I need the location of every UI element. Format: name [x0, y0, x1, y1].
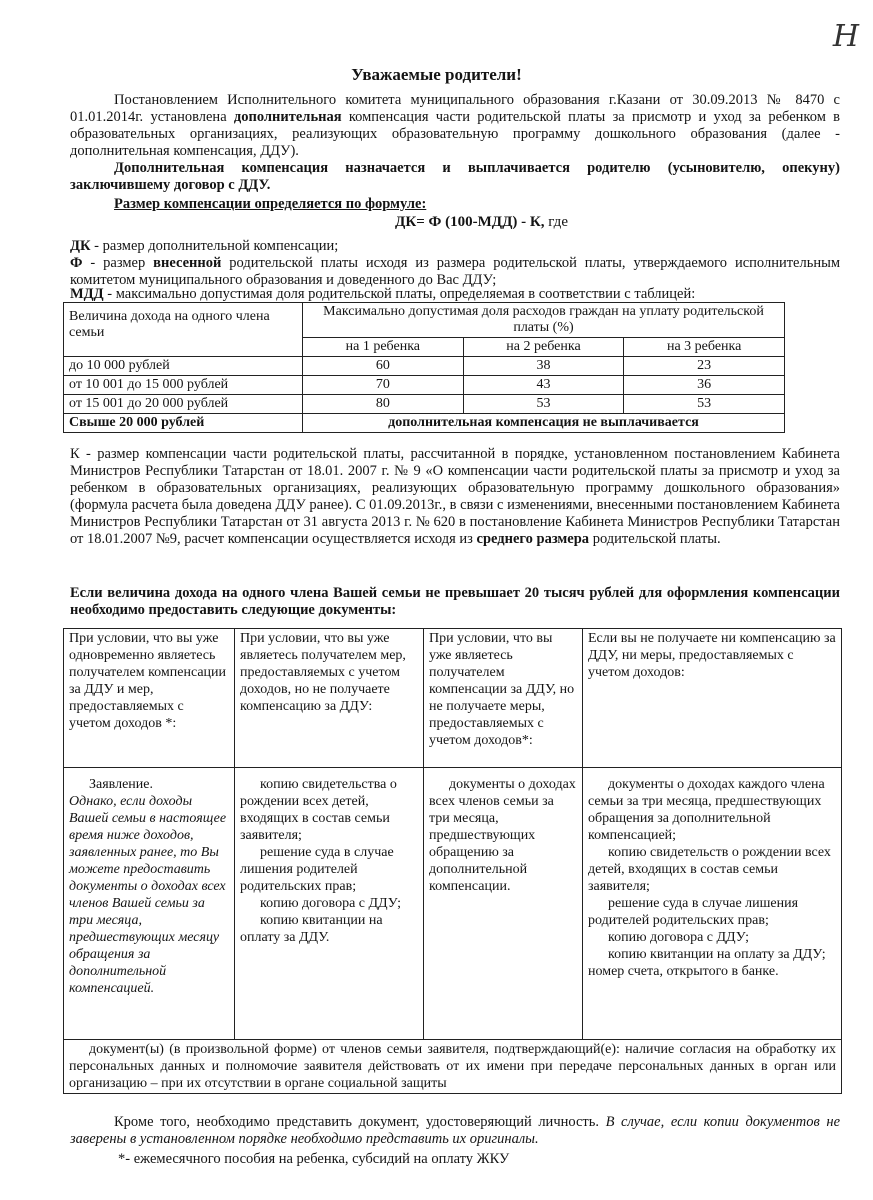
f-text-1: - размер	[90, 255, 146, 271]
income-note: Однако, если доходы Вашей семьи в настоящее время ниже доходов, заявленных ранее, то Вы можете предоставить документы о доходах всех членов Вашей семьи за три месяца, предшествующих месяцу обращения за дополнительной компенсацией.	[69, 794, 227, 996]
list-item: решение суда в случае лишения родителей родительских прав;	[240, 845, 394, 894]
income-cell: от 10 001 до 15 000 рублей	[64, 376, 303, 395]
list-item: копию договора с ДДУ;	[260, 896, 402, 911]
closing-text: Кроме того, необходимо представить документ, удостоверяющий личность.	[114, 1114, 599, 1130]
docs-footer: документ(ы) (в произвольной форме) от членов семьи заявителя, подтверждающий(е): наличие согласия на обработку их персональных данных и полномочие заявителя действовать от их имени при передаче персональных данных в орган или организацию – при их отсутствии в органе социальной защиты	[64, 1040, 842, 1094]
table-row-last	[64, 414, 785, 433]
footnote: *- ежемесячного пособия на ребенка, субсидий на оплату ЖКУ	[118, 1151, 510, 1167]
handwritten-mark: Н	[832, 19, 859, 54]
mdd-table	[63, 302, 785, 433]
value-cell: 38	[463, 357, 624, 376]
value-cell: 53	[624, 395, 785, 414]
formula-suffix: где	[548, 214, 568, 230]
docs-header-2: При условии, что вы уже являетесь получателем мер, предоставляемых с учетом доходов, но не получаете компенсацию за ДДУ:	[235, 629, 424, 768]
intro-text-end: компенсация части родительской платы за присмотр и уход за ребенком в образовательных организациях, реализующих образовательную программу дошкольного образования (далее - дополнительная компенсация, ДДУ).	[70, 109, 841, 159]
k-text: К - размер компенсации части родительской платы, рассчитанной в порядке, установленном постановлением Кабинета Министров Республики Татарстан от 18.01. 2007 г. № 9 «О компенсации части родительской платы за присмотр и уход за ребенком в образовательных организациях, реализующих образовательную программу дошкольного образования» (формула расчета была доведена ДДУ ранее). С 01.09.2013г., в связи с изменениями, внесенными постановлением Кабинета Министров Республики Татарстан от 31 августа 2013 г. № 620 в постановление Кабинета Министров Республики Татарстан от 18.01.2007 №9, расчет компенсации осуществляется исходя из	[70, 446, 840, 547]
income-cell: до 10 000 рублей	[64, 357, 303, 376]
list-item: копию свидетельства о рождении всех детей, входящих в состав семьи заявителя;	[240, 777, 397, 843]
value-cell: 43	[463, 376, 624, 395]
intro-text: Постановлением Исполнительного комитета муниципального образования г.Казани от 30.09.2013 № 8470 с 01.01.2014г. установлена	[70, 92, 840, 125]
header-child-1: на 1 ребенка	[303, 338, 464, 357]
docs-header-4: Если вы не получаете ни компенсацию за ДДУ, ни меры, предоставляемых с учетом доходов:	[583, 629, 842, 768]
definition-f	[70, 255, 840, 289]
header-child-3: на 3 ребенка	[624, 338, 785, 357]
f-bold: внесенной	[153, 255, 222, 271]
value-cell: 70	[303, 376, 464, 395]
docs-cell-3	[424, 768, 583, 1040]
docs-heading: Если величина дохода на одного члена Вашей семьи не превышает 20 тысяч рублей для оформления компенсации необходимо предоставить следующие документы:	[70, 585, 840, 618]
formula-heading: Размер компенсации определяется по формуле:	[114, 196, 427, 212]
value-cell: 60	[303, 357, 464, 376]
f-text-2: родительской платы исходя из размера родительской платы, утверждаемого исполнительным комитетом муниципального образования и доведенного до Вас ДДУ;	[70, 255, 841, 288]
list-item: документы о доходах каждого члена семьи за три месяца, предшествующих обращения за дополнительной компенсацией;	[588, 777, 825, 843]
page-title: Уважаемые родители!	[351, 65, 522, 84]
docs-header-1: При условии, что вы уже одновременно являетесь получателем компенсации за ДДУ и мер, предоставляемых с учетом доходов *:	[64, 629, 235, 768]
docs-header-row	[64, 629, 842, 768]
formula-intro	[114, 196, 814, 213]
value-cell: 80	[303, 395, 464, 414]
definition-dk	[70, 238, 840, 255]
table-row	[64, 376, 785, 395]
header-income: Величина дохода на одного члена семьи	[64, 303, 303, 357]
no-compensation-cell: дополнительная компенсация не выплачивается	[303, 414, 785, 433]
mdd-header-row	[64, 303, 785, 338]
value-cell: 53	[463, 395, 624, 414]
closing-italic: В случае, если копии документов не заверены в установленном порядке необходимо представить их оригиналы.	[70, 1114, 841, 1147]
docs-cell-2	[235, 768, 424, 1040]
dk-text: - размер дополнительной компенсации;	[94, 238, 339, 254]
closing-paragraph	[70, 1114, 840, 1148]
list-item: копию договора с ДДУ;	[608, 930, 750, 945]
mdd-term: МДД	[70, 286, 104, 302]
value-cell: 23	[624, 357, 785, 376]
f-term: Ф	[70, 255, 83, 271]
docs-body-row	[64, 768, 842, 1040]
formula	[395, 214, 568, 231]
application-label: Заявление.	[89, 777, 153, 792]
docs-cell-4	[583, 768, 842, 1040]
table-row	[64, 357, 785, 376]
k-bold: среднего размера	[476, 531, 590, 547]
table-row	[64, 395, 785, 414]
income-cell: от 15 001 до 20 000 рублей	[64, 395, 303, 414]
formula-expression: ДК= Ф (100-МДД) - К,	[395, 214, 545, 230]
list-item: копию квитанции на оплату за ДДУ.	[240, 913, 383, 945]
docs-cell-1	[64, 768, 235, 1040]
docs-header-3: При условии, что вы уже являетесь получателем компенсации за ДДУ, но не получаете меры, предоставляемых с учетом доходов*:	[424, 629, 583, 768]
list-item: номер счета, открытого в банке.	[588, 964, 779, 979]
header-share: Максимально допустимая доля расходов граждан на уплату родительской платы (%)	[303, 303, 785, 338]
intro-bold: дополнительная	[233, 109, 342, 125]
mdd-text: - максимально допустимая доля родительской платы, определяемая в соответствии с таблицей:	[107, 286, 696, 302]
value-cell: 36	[624, 376, 785, 395]
documents-table	[63, 628, 842, 1094]
dk-term: ДК	[70, 238, 91, 254]
docs-footer-row	[64, 1040, 842, 1094]
recipient-paragraph: Дополнительная компенсация назначается и выплачивается родителю (усыновителю, опекуну) заключившему договор с ДДУ.	[70, 160, 840, 193]
list-item: документы о доходах всех членов семьи за три месяца, предшествующих обращению за дополнительной компенсации.	[429, 777, 576, 894]
list-item: копию квитанции на оплату за ДДУ;	[608, 947, 826, 962]
k-text-end: родительской платы.	[592, 531, 721, 547]
definition-mdd	[70, 286, 840, 303]
income-cell-last: Свыше 20 000 рублей	[64, 414, 303, 433]
header-child-2: на 2 ребенка	[463, 338, 624, 357]
k-paragraph	[70, 446, 840, 548]
list-item: копию свидетельств о рождении всех детей, входящих в состав семьи заявителя;	[588, 845, 831, 894]
list-item: решение суда в случае лишения родителей родительских прав;	[588, 896, 799, 928]
intro-paragraph	[70, 92, 840, 160]
